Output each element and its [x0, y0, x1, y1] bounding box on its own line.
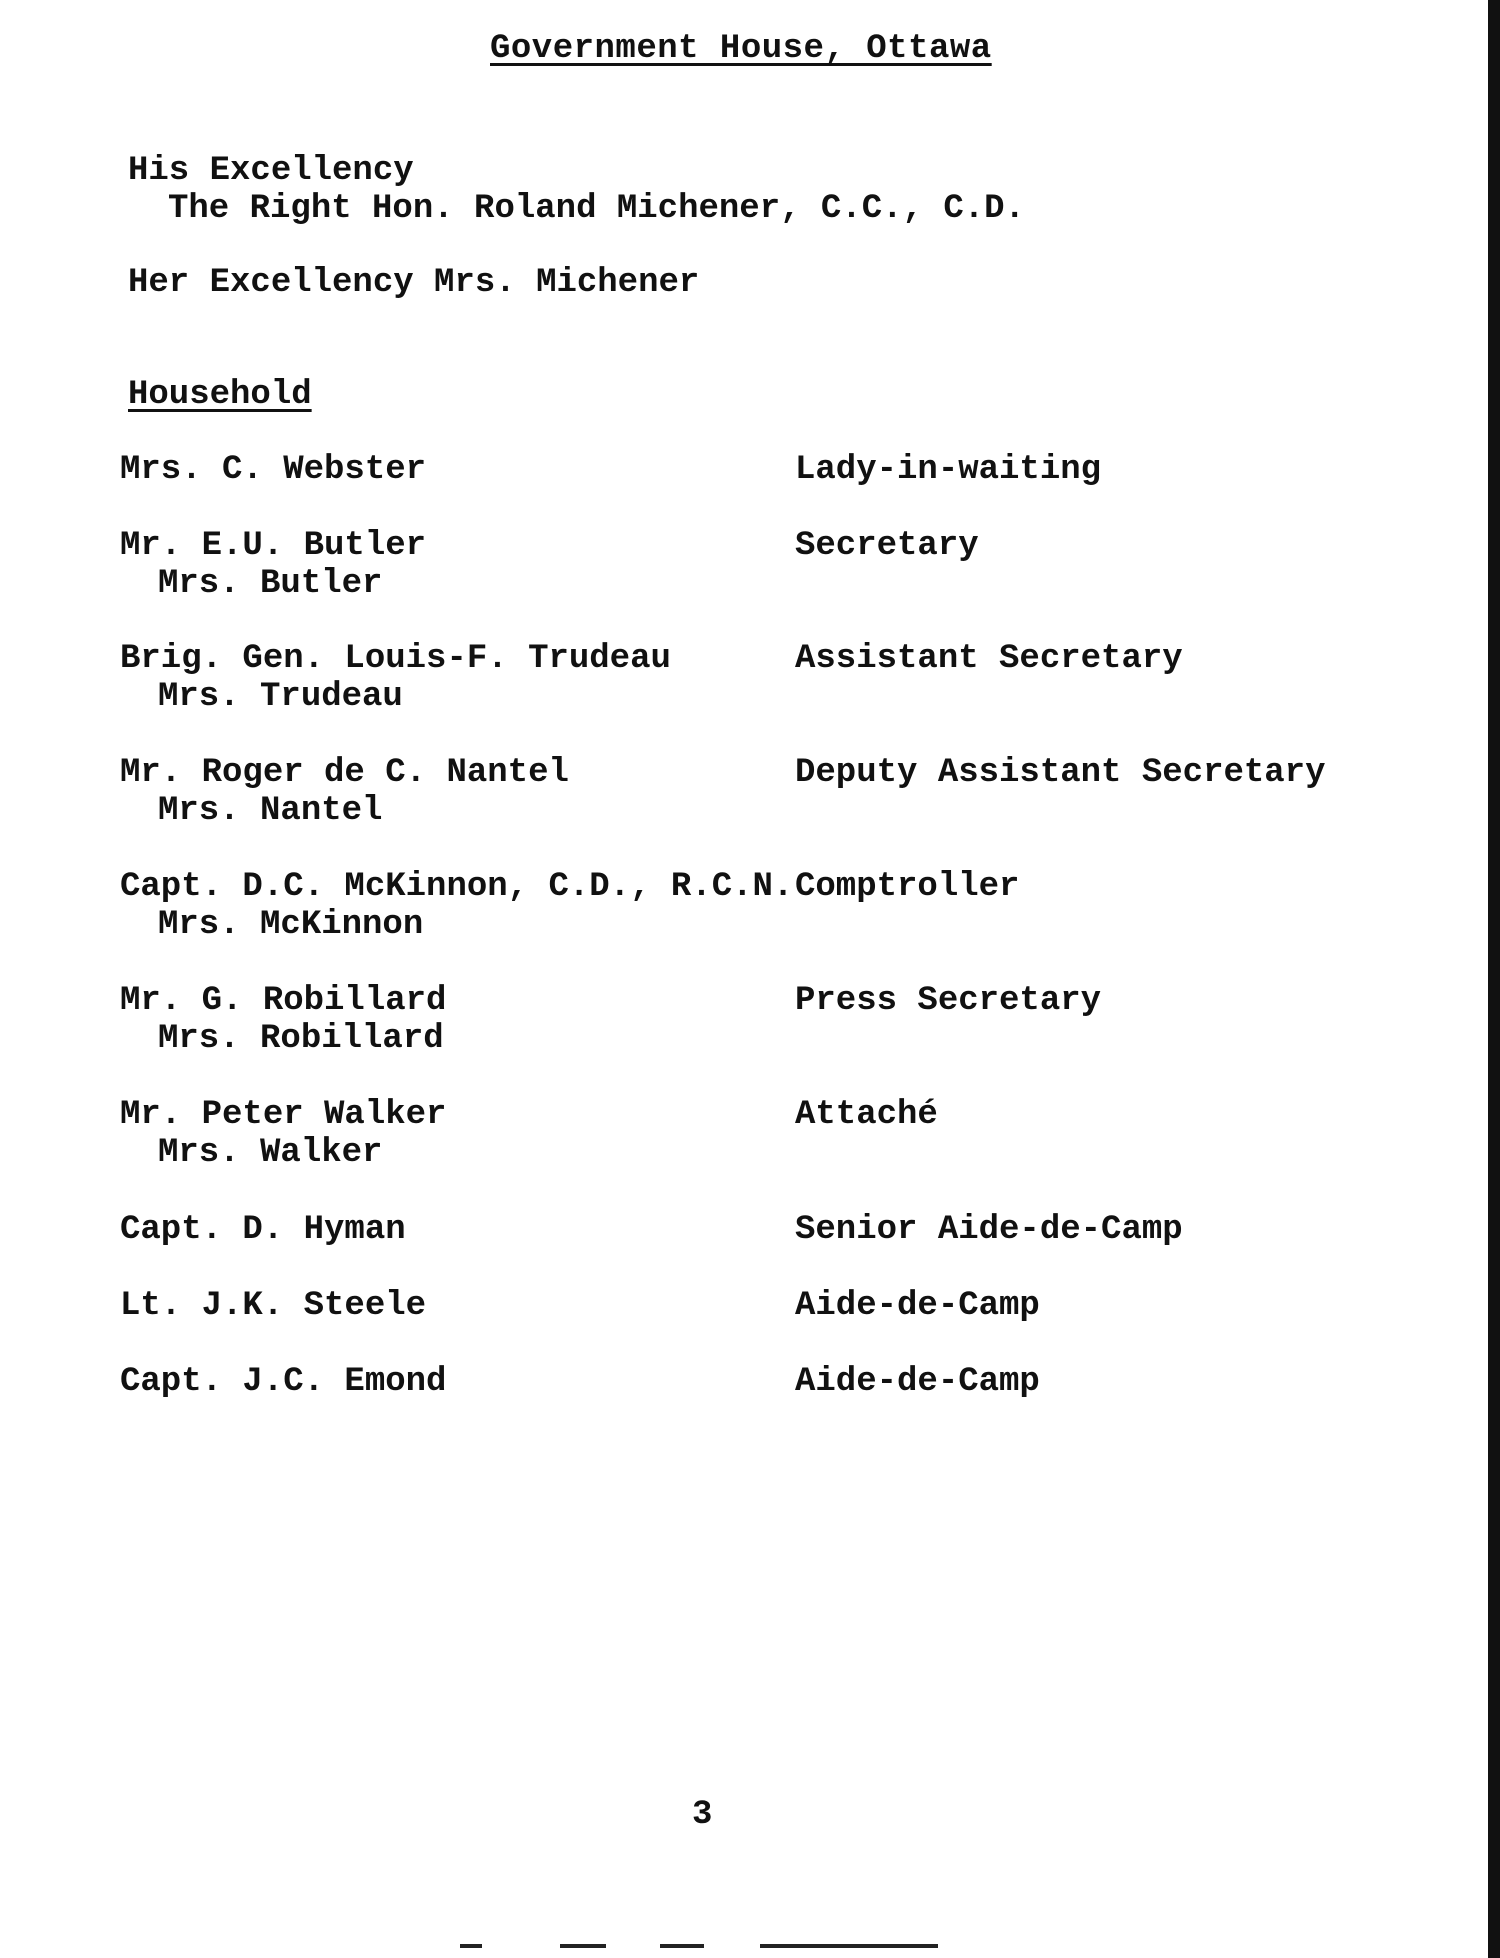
member-names — [120, 1363, 446, 1401]
member-name: Brig. Gen. Louis-F. Trudeau — [120, 640, 671, 678]
his-excellency-name: The Right Hon. Roland Michener, C.C., C.D. — [168, 190, 1025, 228]
member-role: Assistant Secretary — [795, 640, 1183, 678]
his-excellency-block — [128, 152, 1025, 228]
member-spouse: Mrs. McKinnon — [158, 906, 424, 944]
member-role: Secretary — [795, 527, 979, 565]
member-role: Attaché — [795, 1096, 938, 1134]
member-role: Senior Aide-de-Camp — [795, 1211, 1183, 1249]
member-name: Mr. E.U. Butler — [120, 527, 427, 565]
member-name: Lt. J.K. Steele — [120, 1287, 427, 1325]
page-edge-border — [1488, 0, 1500, 1958]
member-spouse: Mrs. Butler — [158, 565, 383, 603]
member-role: Press Secretary — [795, 982, 1102, 1020]
member-names — [120, 1211, 406, 1249]
household-heading: Household — [128, 376, 312, 414]
member-names — [120, 640, 671, 716]
member-spouse: Mrs. Trudeau — [158, 678, 403, 716]
member-name: Capt. D.C. McKinnon, C.D., R.C.N. — [120, 868, 794, 906]
member-name: Capt. D. Hyman — [120, 1211, 406, 1249]
member-names — [120, 1096, 446, 1172]
page-title: Government House, Ottawa — [490, 30, 992, 68]
member-name: Mrs. C. Webster — [120, 451, 427, 489]
page-number: 3 — [692, 1796, 713, 1834]
member-names — [120, 982, 446, 1058]
member-spouse: Mrs. Walker — [158, 1134, 383, 1172]
member-names — [120, 451, 426, 489]
member-spouse: Mrs. Nantel — [158, 792, 383, 830]
member-role: Aide-de-Camp — [795, 1363, 1040, 1401]
member-role: Aide-de-Camp — [795, 1287, 1040, 1325]
bottom-edge-marks — [460, 1944, 940, 1950]
member-name: Mr. G. Robillard — [120, 982, 447, 1020]
member-role: Lady-in-waiting — [795, 451, 1102, 489]
member-names — [120, 868, 793, 944]
member-role: Comptroller — [795, 868, 1020, 906]
member-role: Deputy Assistant Secretary — [795, 754, 1326, 792]
member-spouse: Mrs. Robillard — [158, 1020, 444, 1058]
member-names — [120, 754, 569, 830]
member-names — [120, 1287, 426, 1325]
member-name: Mr. Roger de C. Nantel — [120, 754, 569, 792]
her-excellency-line: Her Excellency Mrs. Michener — [128, 264, 700, 302]
member-name: Capt. J.C. Emond — [120, 1363, 447, 1401]
member-name: Mr. Peter Walker — [120, 1096, 447, 1134]
his-excellency-title: His Excellency — [128, 152, 414, 190]
member-names — [120, 527, 426, 603]
